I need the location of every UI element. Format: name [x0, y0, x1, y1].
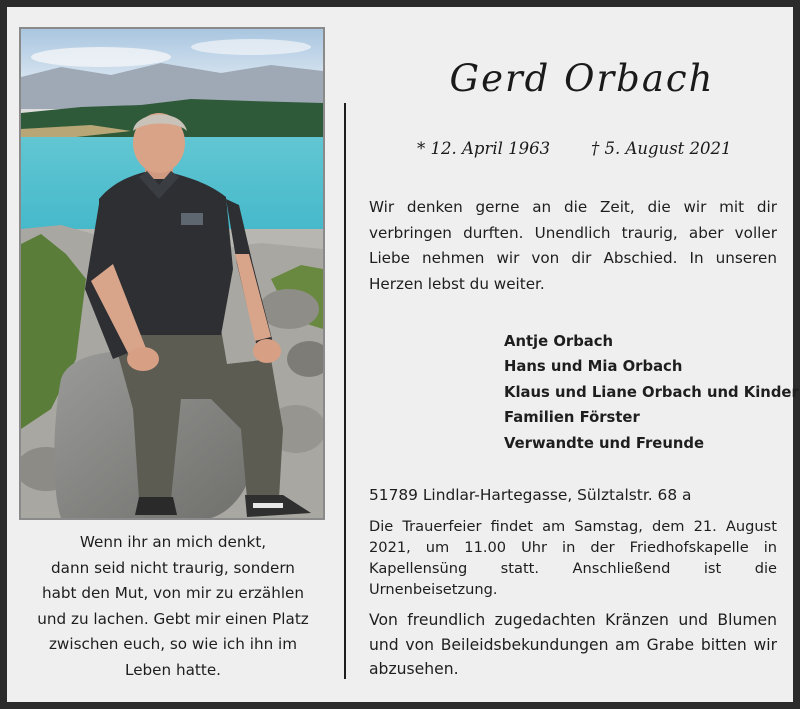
- message-line: Wir denken gerne an die Zeit, die wir mit dir: [369, 198, 777, 216]
- closing-line: abzusehen.: [369, 660, 459, 678]
- deceased-name: Gerd Orbach: [449, 57, 715, 100]
- portrait-photo-image: [21, 29, 323, 518]
- message-line: Liebe nehmen wir von dir Abschied. In unseren: [369, 249, 777, 267]
- mourner-name: Klaus und Liane Orbach und Kinder: [504, 383, 799, 401]
- service-line: Kapellensüng statt. Anschließend ist die: [369, 560, 777, 577]
- birth-date: * 12. April 1963: [417, 139, 551, 158]
- quote-line: dann seid nicht traurig, sondern: [51, 558, 295, 577]
- mourner-name: Verwandte und Freunde: [504, 434, 705, 452]
- family-address: 51789 Lindlar-Hartegasse, Sülztalstr. 68 a: [369, 486, 692, 504]
- quote-line: zwischen euch, so wie ich ihn im: [48, 635, 298, 654]
- service-line: Die Trauerfeier findet am Samstag, dem 21. August: [369, 518, 777, 535]
- mourners-list: [504, 329, 799, 456]
- closing-line: Von freundlich zugedachten Kränzen und Blumen: [369, 611, 777, 629]
- death-date: † 5. August 2021: [591, 139, 732, 158]
- mourner-name: Hans und Mia Orbach: [504, 358, 683, 376]
- closing-request: [369, 608, 777, 682]
- quote-line: und zu lachen. Gebt mir einen Platz: [37, 609, 309, 628]
- quote-line: habt den Mut, von mir zu erzählen: [41, 584, 305, 603]
- message-line: verbringen durften. Unendlich traurig, aber voller: [369, 223, 777, 242]
- quote-line: Wenn ihr an mich denkt,: [79, 533, 267, 551]
- memorial-quote: [27, 530, 319, 684]
- funeral-service-info: [369, 516, 777, 600]
- service-line: 2021, um 11.00 Uhr in der Friedhofskapelle in: [369, 539, 777, 556]
- farewell-message: [369, 195, 777, 297]
- message-line: Herzen lebst du weiter.: [369, 274, 545, 293]
- portrait-photo: [19, 27, 325, 520]
- vertical-divider: [344, 103, 346, 679]
- service-line: Urnenbeisetzung.: [369, 581, 498, 598]
- quote-line: Leben hatte.: [125, 660, 221, 679]
- closing-line: und von Beileidsbekundungen am Grabe bitten wir: [369, 635, 777, 654]
- mourner-name: Antje Orbach: [504, 333, 614, 350]
- mourner-name: Familien Förster: [504, 409, 640, 427]
